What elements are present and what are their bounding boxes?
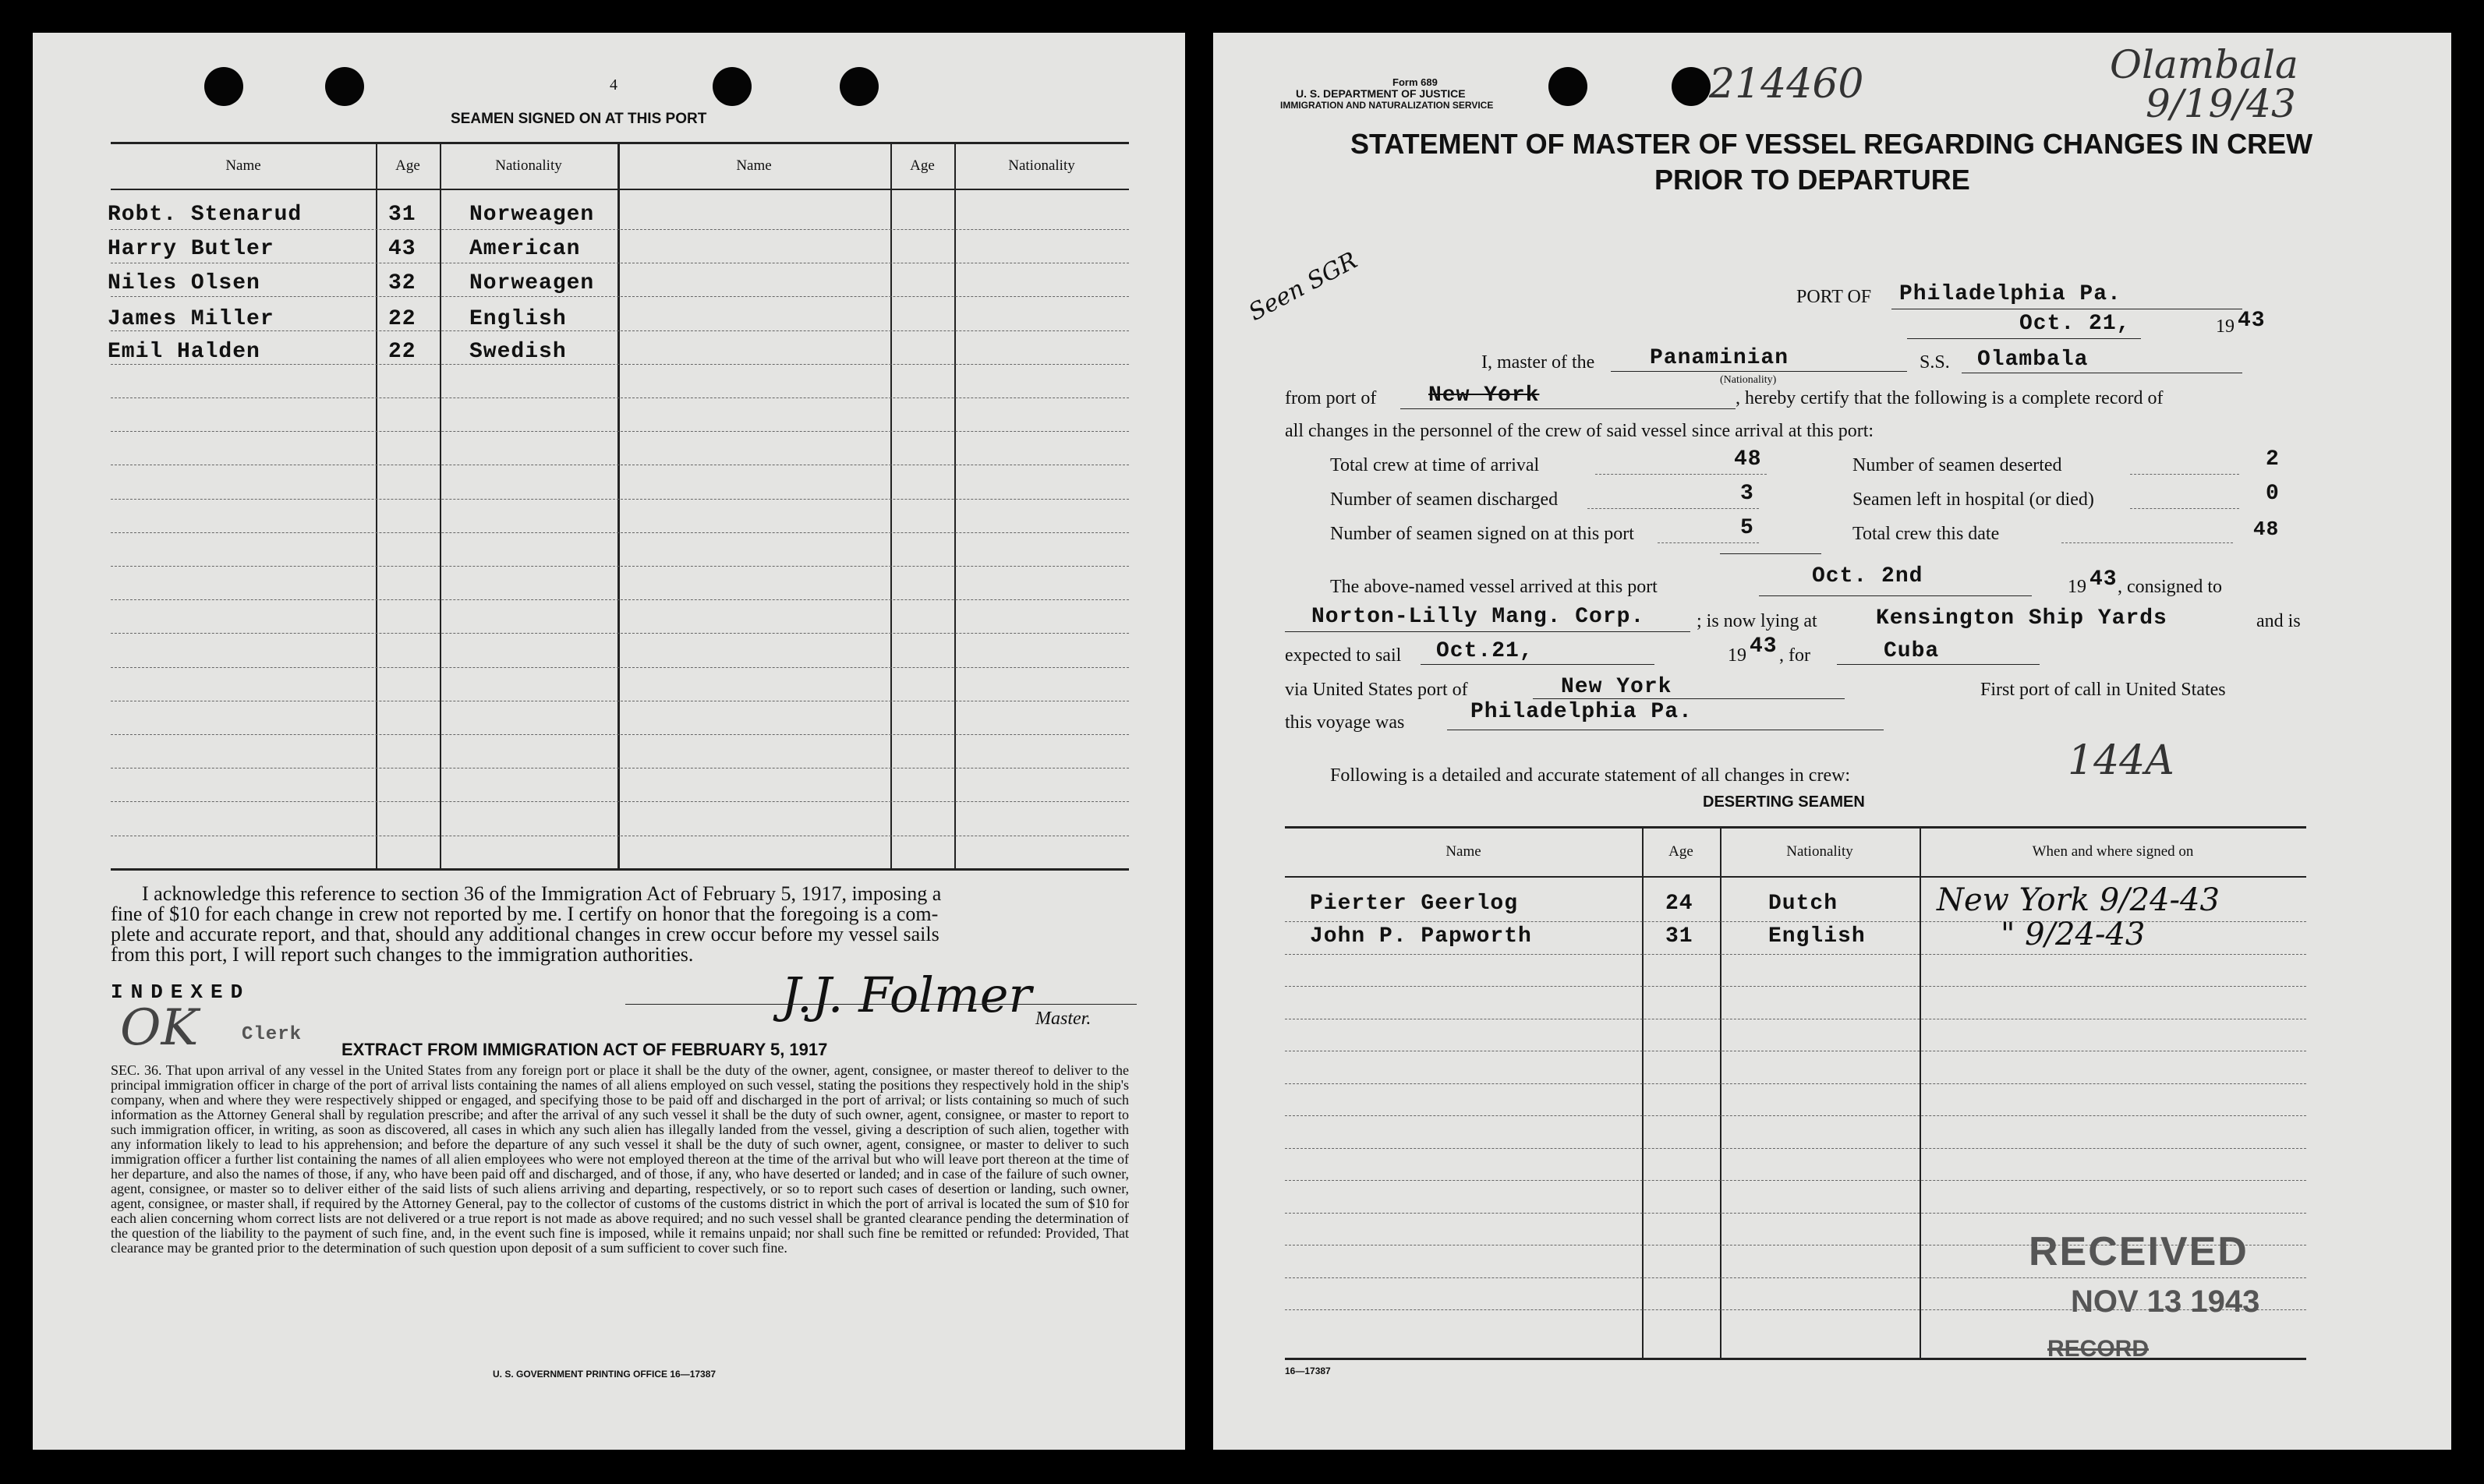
deserter-signed-on: New York 9/24-43 xyxy=(1937,882,2220,918)
table-header-rule xyxy=(111,189,1129,190)
year-suffix: 43 xyxy=(2089,567,2118,592)
deserting-title: DESERTING SEAMEN xyxy=(1703,793,1865,811)
nationality-value: Panaminian xyxy=(1650,346,1789,370)
received-stamp: RECEIVED xyxy=(2029,1229,2249,1274)
row-rule xyxy=(111,296,1129,297)
acknowledge-text: fine of $10 for each change in crew not reported by me. I certify on honor that the foregoing is a com- xyxy=(111,903,939,925)
fill-line xyxy=(1907,338,2141,339)
row-rule xyxy=(1285,921,2306,922)
column-divider xyxy=(440,142,441,870)
leader-dots xyxy=(1595,474,1767,475)
row-rule xyxy=(111,229,1129,230)
seaman-age: 22 xyxy=(388,340,416,364)
punch-hole xyxy=(325,67,364,106)
row-rule xyxy=(1285,1277,2306,1278)
consignee-value: Norton-Lilly Mang. Corp. xyxy=(1311,605,1645,629)
handwritten-number: 214460 xyxy=(1709,61,1864,108)
received-date-stamp: NOV 13 1943 xyxy=(2071,1284,2260,1319)
leader-dots xyxy=(2061,542,2233,543)
master-signature: J.J. Folmer xyxy=(781,966,1032,1023)
destination-value: Cuba xyxy=(1884,639,1940,663)
leader-dots xyxy=(1587,508,1759,509)
discharged-value: 3 xyxy=(1740,482,1754,506)
clerk-initials: OK xyxy=(120,999,199,1057)
leader-dots xyxy=(2130,474,2239,475)
right-page xyxy=(1213,33,2451,1450)
arrived-label: The above-named vessel arrived at this port xyxy=(1330,577,1658,597)
table-header-rule xyxy=(1285,876,2306,878)
total-crew-arrival-label: Total crew at time of arrival xyxy=(1330,455,1540,475)
signature-line xyxy=(625,1004,1137,1005)
deserter-name: John P. Papworth xyxy=(1310,924,1532,949)
master-of-label: I, master of the xyxy=(1481,352,1595,373)
hospital-value: 0 xyxy=(2266,482,2280,506)
this-voyage-label: this voyage was xyxy=(1285,712,1405,733)
row-rule xyxy=(111,532,1129,533)
handwritten-date: 9/19/43 xyxy=(2146,81,2296,126)
row-rule xyxy=(1285,1148,2306,1149)
lying-label: ; is now lying at xyxy=(1697,611,1817,631)
fill-line xyxy=(1400,408,1736,409)
year-suffix: 43 xyxy=(2238,309,2266,333)
ss-label: S.S. xyxy=(1920,352,1950,373)
seaman-age: 22 xyxy=(388,307,416,331)
column-header-age: Age xyxy=(910,157,935,174)
handwritten-ship-name: Olambala xyxy=(2110,42,2298,87)
row-rule xyxy=(111,364,1129,365)
from-port-value: New York xyxy=(1428,383,1540,408)
expected-date: Oct.21, xyxy=(1436,639,1534,663)
row-rule xyxy=(111,566,1129,567)
fill-line xyxy=(1611,371,1907,372)
seaman-name: Niles Olsen xyxy=(108,271,260,295)
seaman-nationality: Norweagen xyxy=(469,271,595,295)
seaman-age: 43 xyxy=(388,237,416,261)
punch-hole xyxy=(840,67,879,106)
form-title: PRIOR TO DEPARTURE xyxy=(1654,164,1970,196)
record-stamp: RECORD xyxy=(2047,1336,2150,1362)
column-header-age: Age xyxy=(395,157,420,174)
hospital-label: Seamen left in hospital (or died) xyxy=(1852,489,2094,510)
seaman-name: Harry Butler xyxy=(108,237,274,261)
total-crew-arrival-value: 48 xyxy=(1734,447,1762,472)
fill-line xyxy=(1720,553,1821,554)
row-rule xyxy=(1285,954,2306,955)
for-label: , for xyxy=(1779,645,1810,666)
acknowledge-text: I acknowledge this reference to section 36 of the Immigration Act of February 5, 1917, imposing a xyxy=(142,882,942,905)
deserter-nationality: English xyxy=(1768,924,1866,949)
fill-line xyxy=(1285,631,1690,632)
form-number: Form 689 xyxy=(1392,76,1438,88)
left-page xyxy=(33,33,1185,1450)
column-header-name: Name xyxy=(736,157,772,174)
column-divider xyxy=(617,142,620,870)
column-header-nationality: Nationality xyxy=(1008,157,1075,174)
expected-label: expected to sail xyxy=(1285,645,1402,666)
row-rule xyxy=(1285,1180,2306,1181)
first-port-value: Philadelphia Pa. xyxy=(1470,700,1693,724)
column-divider xyxy=(890,142,892,870)
column-header-nationality: Nationality xyxy=(495,157,562,174)
deserter-age: 31 xyxy=(1665,924,1693,949)
table-top-rule xyxy=(111,142,1129,144)
extract-title: EXTRACT FROM IMMIGRATION ACT OF FEBRUARY 5, 1917 xyxy=(341,1040,828,1059)
fill-line xyxy=(1533,698,1845,699)
lying-at-value: Kensington Ship Yards xyxy=(1876,606,2167,631)
column-divider xyxy=(1720,826,1721,1359)
form-title: STATEMENT OF MASTER OF VESSEL REGARDING CHANGES IN CREW xyxy=(1350,128,2313,160)
certify-text: , hereby certify that the following is a complete record of xyxy=(1736,388,2164,408)
row-rule xyxy=(111,667,1129,668)
punch-hole xyxy=(204,67,243,106)
signed-on-label: Number of seamen signed on at this port xyxy=(1330,524,1634,544)
seaman-nationality: American xyxy=(469,237,581,261)
extract-text: SEC. 36. That upon arrival of any vessel in the United States from any foreign port or place it shall be the duty of the owner, agent, consignee, or master thereof to deliver to the principal immigration officer in charge of the port of arrival lists containing the names of all aliens employed on such vessel, stating the positions they respectively hold in the ship's company, when and where they were respectively shipped or engaged, and specifying those to be paid off and discharged in the port of arrival; or lists containing so much of such information as the Attorney General shall by regulation prescribe; and after the arrival of any such vessel it shall be the duty of such owner, agent, consignee, or master to report to such immigration officer, in writing, as soon as discovered, all cases in which any such alien has illegally landed from the vessel, giving a description of such alien, together with any information likely to lead to his apprehension; and before the departure of any such vessel it shall be the duty of such owner, agent, consignee, or master to deliver to such immigration officer a further list containing the names of all alien employees who were not employed thereon at the time of the arrival but who will leave port thereon at the time of her departure, and also the names of those, if any, who have been paid off and discharged, and of those, if any, who have deserted or landed; and in case of the failure of such owner, agent, consignee, or master so to deliver either of the said lists of such aliens arriving and departing, respectively, or so to report such cases of desertion or landing, such owner, agent, consignee, or master shall, if required by the Attorney General, pay to the collector of customs of the customs district in which the port of arrival is located the sum of $10 for each alien concerning whom correct lists are not delivered or a true report is not made as above required; and no such vessel shall be granted clearance pending the determination of the question of the liability to the payment of such fine, and, in the event such fine is imposed, while it remains unpaid; nor shall such fine be remitted or refunded: Provided, That clearance may be granted prior to the determination of such question upon deposit of a sum sufficient to cover such fine. xyxy=(111,1062,1129,1256)
leader-dots xyxy=(2130,508,2239,509)
column-divider xyxy=(376,142,377,870)
via-port-value: New York xyxy=(1561,675,1672,699)
column-divider xyxy=(1642,826,1644,1359)
punch-hole xyxy=(1548,67,1587,106)
and-is-label: and is xyxy=(2256,611,2301,631)
row-rule xyxy=(111,599,1129,600)
seaman-nationality: English xyxy=(469,307,567,331)
fill-line xyxy=(1421,664,1654,665)
column-header-nationality: Nationality xyxy=(1786,843,1853,860)
punch-hole xyxy=(1672,67,1711,106)
seaman-age: 31 xyxy=(388,203,416,227)
row-rule xyxy=(111,499,1129,500)
table-bottom-rule xyxy=(111,868,1129,871)
column-divider xyxy=(954,142,956,870)
page-number: 4 xyxy=(610,76,617,94)
deserter-nationality: Dutch xyxy=(1768,892,1838,916)
ss-name: Olambala xyxy=(1977,348,2089,372)
year-prefix: 19 xyxy=(2216,316,2235,337)
port-of-value: Philadelphia Pa. xyxy=(1899,282,2121,306)
seaman-age: 32 xyxy=(388,271,416,295)
deserted-value: 2 xyxy=(2266,447,2280,472)
fill-line xyxy=(1837,664,2040,665)
row-rule xyxy=(1285,1115,2306,1116)
deserter-age: 24 xyxy=(1665,892,1693,916)
via-label: via United States port of xyxy=(1285,680,1468,700)
seaman-name: Robt. Stenarud xyxy=(108,203,303,227)
row-rule xyxy=(111,801,1129,802)
total-crew-date-label: Total crew this date xyxy=(1852,524,2000,544)
column-header-name: Name xyxy=(225,157,261,174)
row-rule xyxy=(1285,986,2306,987)
indexed-stamp: INDEXED xyxy=(111,980,251,1004)
first-port-label: First port of call in United States xyxy=(1980,680,2226,700)
seaman-nationality: Norweagen xyxy=(469,203,595,227)
punch-hole xyxy=(713,67,752,106)
signed-on-value: 5 xyxy=(1740,516,1754,540)
deserted-label: Number of seamen deserted xyxy=(1852,455,2062,475)
deserter-name: Pierter Geerlog xyxy=(1310,892,1519,916)
form-code: 16—17387 xyxy=(1285,1366,1331,1376)
seaman-name: Emil Halden xyxy=(108,340,260,364)
printing-office: U. S. GOVERNMENT PRINTING OFFICE 16—17387 xyxy=(493,1369,717,1380)
row-rule xyxy=(1285,1213,2306,1214)
fill-line xyxy=(1759,595,2032,596)
acknowledge-text: from this port, I will report such changes to the immigration authorities. xyxy=(111,943,694,966)
section-title: SEAMEN SIGNED ON AT THIS PORT xyxy=(451,111,707,127)
column-header-age: Age xyxy=(1668,843,1693,860)
discharged-label: Number of seamen discharged xyxy=(1330,489,1559,510)
acknowledge-text: plete and accurate report, and that, should any additional changes in crew occur before my vessel sails xyxy=(111,923,939,945)
column-divider xyxy=(1920,826,1921,1359)
row-rule xyxy=(111,431,1129,432)
leader-dots xyxy=(1658,542,1759,543)
changes-text: all changes in the personnel of the crew of said vessel since arrival at this port: xyxy=(1285,421,1874,441)
column-header-signed-on: When and where signed on xyxy=(2032,843,2194,860)
year-prefix: 19 xyxy=(2068,577,2086,597)
year-suffix: 43 xyxy=(1750,634,1778,659)
arrived-date: Oct. 2nd xyxy=(1812,564,1923,588)
margin-note: Seen SGR xyxy=(1244,246,1362,327)
date-value: Oct. 21, xyxy=(2019,312,2131,336)
seaman-nationality: Swedish xyxy=(469,340,567,364)
seaman-name: James Miller xyxy=(108,307,274,331)
row-rule xyxy=(111,734,1129,735)
port-of-label: PORT OF xyxy=(1796,287,1872,307)
year-prefix: 19 xyxy=(1728,645,1746,666)
column-header-name: Name xyxy=(1445,843,1481,860)
deserter-signed-on: " 9/24-43 xyxy=(2001,917,2146,952)
service: IMMIGRATION AND NATURALIZATION SERVICE xyxy=(1280,100,1494,111)
table-bottom-rule xyxy=(1285,1358,2306,1360)
handwritten-code: 144A xyxy=(2068,737,2174,784)
row-rule xyxy=(1285,1083,2306,1084)
department: U. S. DEPARTMENT OF JUSTICE xyxy=(1296,87,1466,100)
master-label: Master. xyxy=(1035,1009,1092,1029)
consigned-label: , consigned to xyxy=(2118,577,2222,597)
from-port-label: from port of xyxy=(1285,388,1377,408)
nationality-caption: (Nationality) xyxy=(1720,374,1777,386)
total-crew-date-value: 48 xyxy=(2253,518,2280,541)
following-label: Following is a detailed and accurate statement of all changes in crew: xyxy=(1330,765,1851,786)
row-rule xyxy=(111,633,1129,634)
clerk-label: Clerk xyxy=(242,1024,303,1045)
table-top-rule xyxy=(1285,826,2306,829)
